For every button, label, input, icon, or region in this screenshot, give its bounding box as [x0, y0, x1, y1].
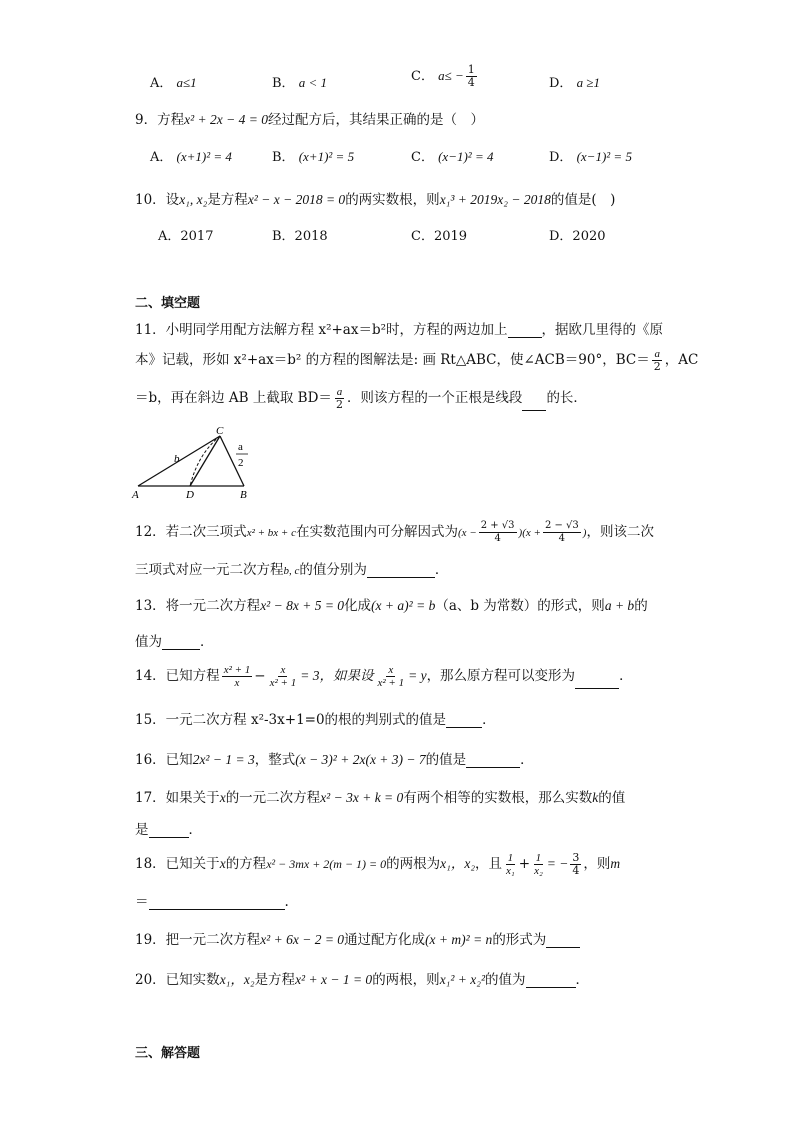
q14-blank[interactable]: [575, 676, 619, 689]
q11-blank-1[interactable]: [508, 325, 542, 338]
q17-line-1: 17．如果关于x的一元二次方程x² − 3x + k = 0有两个相等的实数根，那么实数k的值: [135, 790, 626, 806]
section-fill-in-blank-heading: 二、填空题: [135, 296, 201, 311]
label-a-den: 2: [238, 457, 244, 469]
section-solve-heading: 三、解答题: [135, 1046, 201, 1061]
q11-line-3: ＝b，再在斜边 AB 上截取 BD＝ $\frac{a}{2}$ ．则该方程的一个正根是线段 的长．: [135, 386, 587, 411]
q9-option-b: B． (x+1)² = 5: [272, 149, 355, 165]
q12-line-1: 12．若二次三项式x² + bx + c在实数范围内可分解因式为(x − $\frac{2 + √3}{4}$ )(x + $\frac{2 - √3}{4}$ )，则该二次: [135, 520, 654, 544]
label-a-vertex: A: [132, 489, 139, 501]
q12-blank[interactable]: [367, 565, 435, 578]
q10-option-d: D．2020: [549, 229, 606, 244]
q18-line-1: 18．已知关于x的方程x² − 3mx + 2(m − 1) = 0的两根为x₁，x₂，且 $\frac{1}{\text{x₁}}$ + $\frac{1}{\text{x₂}}$ = − $\frac{3}{4}$ ，则m: [135, 851, 621, 877]
q11-line-1: 11．小明同学用配方法解方程 x²+ax＝b²时，方程的两边加上 ，据欧几里得的《原: [135, 322, 664, 338]
q8-option-c: C． a≤ − $\frac{1}{4}$: [411, 63, 475, 89]
q15-blank[interactable]: [446, 715, 482, 728]
q16-line: 16．已知2x² − 1 = 3，整式(x − 3)² + 2x(x + 3) − 7的值是 ．: [135, 752, 534, 768]
q9-stem: 9．方程x² + 2x − 4 = 0经过配方后，其结果正确的是（ ）: [135, 112, 484, 128]
q13-line-2: 值为 ．: [135, 634, 214, 650]
q12-line-2: 三项式对应一元二次方程b, c的值分别为 ．: [135, 562, 449, 578]
q10-option-a: A．2017: [158, 229, 214, 244]
label-c: C: [216, 425, 224, 437]
label-d-vertex: D: [186, 489, 194, 501]
q16-blank[interactable]: [466, 755, 520, 768]
label-b: b: [174, 453, 180, 465]
q15-line: 15．一元二次方程 x²-3x+1=0的根的判别式的值是 ．: [135, 712, 496, 728]
q20-blank[interactable]: [526, 975, 576, 988]
q14-line: 14．已知方程 $\frac{\text{x² + 1}}{x}$ − $\frac{x}{\text{x² + 1}}$ = 3，如果设 $\frac{x}{\text{x² + 1}}$ = y，那么原方程可以变形为 ．: [135, 664, 633, 689]
q11-triangle-figure: [130, 424, 254, 502]
label-a-num: a: [238, 441, 243, 453]
q9-option-c: C． (x−1)² = 4: [411, 149, 494, 165]
q10-option-c: C．2019: [411, 229, 468, 244]
q17-line-2: 是 ．: [135, 822, 202, 838]
q19-blank[interactable]: [546, 935, 580, 948]
q8-option-b: B． a < 1: [272, 75, 327, 91]
q8-option-a: A． a≤1: [150, 75, 197, 91]
label-b-vertex: B: [240, 489, 247, 501]
q8-option-d: D． a ≥1: [549, 75, 600, 91]
q20-line: 20．已知实数x₁，x₂是方程x² + x − 1 = 0的两根，则x₁² + x₂²的值为 ．: [135, 972, 590, 988]
q13-blank[interactable]: [162, 637, 200, 650]
q11-line-2: 本》记载，形如 x²+ax＝b² 的方程的图解法是: 画 Rt△ABC，使∠ACB＝90°，BC＝ $\frac{a}{2}$ ，AC: [135, 348, 699, 373]
segment-cd: [190, 436, 220, 486]
q10-stem: 10．设x₁, x₂是方程x² − x − 2018 = 0的两实数根，则x₁³ + 2019x₂ − 2018的值是( ): [135, 192, 616, 208]
q13-line-1: 13．将一元二次方程x² − 8x + 5 = 0化成(x + a)² = b（a、b 为常数）的形式，则a + b的: [135, 598, 648, 614]
q11-blank-2[interactable]: [522, 398, 546, 411]
q17-blank[interactable]: [149, 825, 189, 838]
q10-option-b: B．2018: [272, 229, 328, 244]
q9-option-a: A． (x+1)² = 4: [150, 149, 232, 165]
q18-blank[interactable]: [149, 897, 285, 910]
q9-option-d: D． (x−1)² = 5: [549, 149, 632, 165]
q18-line-2: ＝ .: [135, 894, 289, 910]
q19-line: 19．把一元二次方程x² + 6x − 2 = 0通过配方化成(x + m)² = n的形式为: [135, 928, 580, 948]
